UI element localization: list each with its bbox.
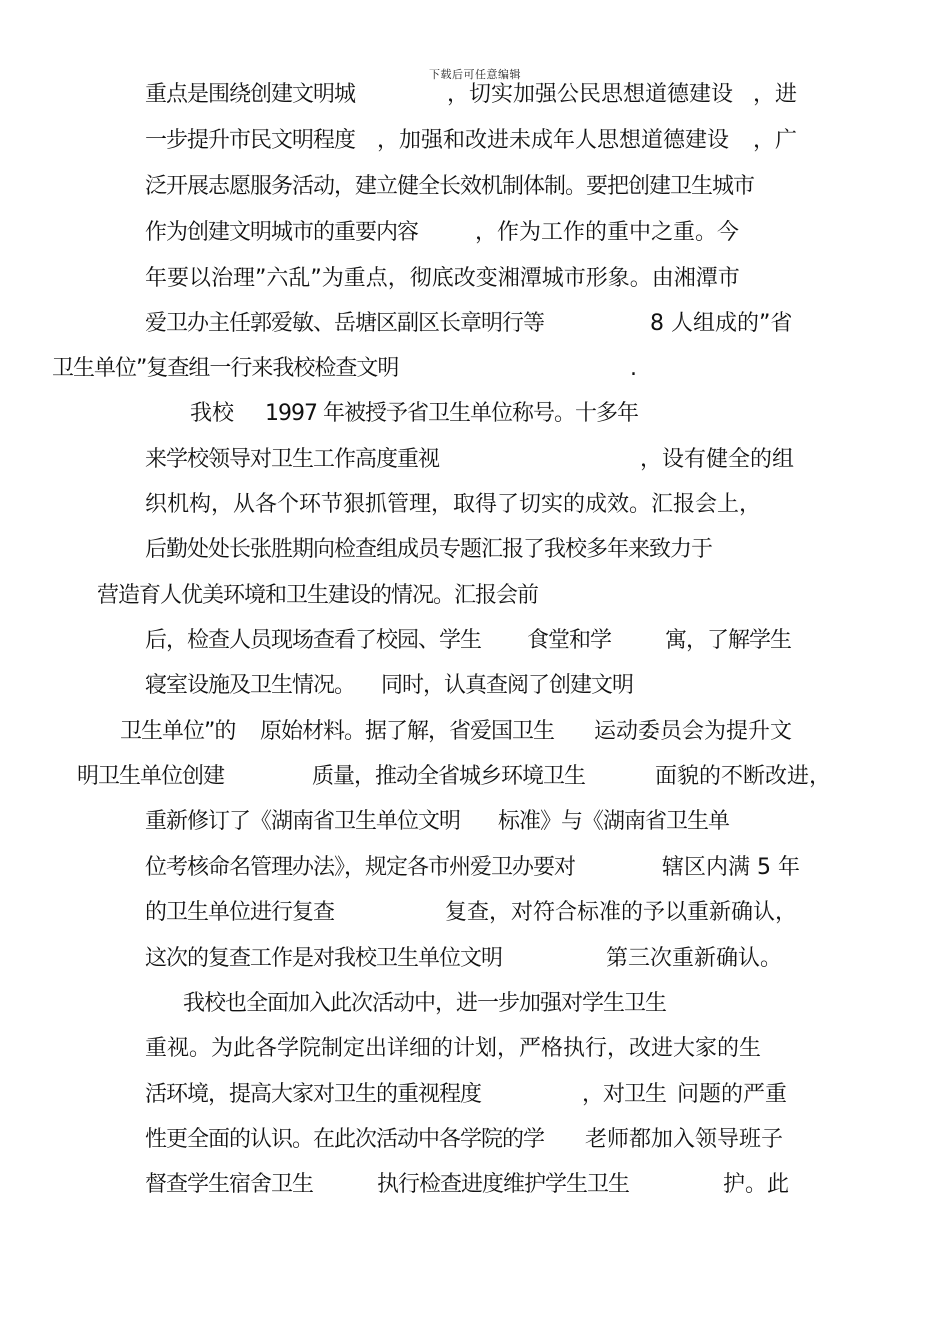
text-fragment: 第三次重新确认。	[606, 946, 783, 971]
text-fragment: 位考核命名管理办法》，规定各市州爱卫办要对	[145, 855, 576, 880]
text-fragment: 老师都加入领导班子	[585, 1127, 784, 1152]
text-fragment: 重点是围绕创建文明城	[145, 82, 356, 107]
text-fragment: 重新修订了《湖南省卫生单位文明	[145, 809, 461, 834]
text-fragment: ，切实加强公民思想道德建设	[447, 82, 734, 107]
text-fragment: 标准》与《湖南省卫生单	[498, 809, 730, 834]
text-fragment: 面貌的不断改进，	[655, 764, 832, 789]
paragraph-line	[190, 397, 810, 431]
paragraph-line	[145, 216, 810, 250]
text-fragment: 卫生单位”的	[120, 719, 236, 744]
paragraph-line	[145, 488, 810, 522]
text-fragment: 的卫生单位进行复查	[145, 900, 335, 925]
text-fragment: 同时，认真查阅了创建文明	[381, 673, 634, 698]
page-header-title: 下载后可任意编辑	[429, 68, 521, 81]
paragraph-line	[145, 624, 810, 658]
paragraph-line	[145, 896, 810, 930]
paragraph-line	[145, 1032, 810, 1066]
text-fragment: 织机构，从各个环节狠抓管理，取得了切实的成效。汇报会上，	[145, 492, 762, 517]
text-fragment: 1997 年被授予省卫生单位称号。十多年	[265, 401, 638, 426]
paragraph-line	[145, 669, 810, 703]
text-fragment: 8 人组成的”省	[650, 311, 793, 336]
paragraph-line	[145, 124, 810, 158]
text-fragment: 我校	[190, 401, 235, 426]
text-fragment: 后，检查人员现场查看了校园、学生	[145, 628, 482, 653]
text-fragment: 执行检查进度维护学生卫生	[377, 1172, 630, 1197]
paragraph-line	[145, 1168, 810, 1202]
paragraph-line	[145, 851, 810, 885]
text-fragment: 运动委员会为提升文	[594, 719, 793, 744]
paragraph-line	[145, 942, 810, 976]
paragraph-line	[145, 1123, 810, 1157]
text-fragment: ，对卫生	[582, 1082, 667, 1107]
text-fragment: 活环境，提高大家对卫生的重视程度	[145, 1082, 482, 1107]
text-fragment: 年要以治理”六乱”为重点，彻底改变湘潭城市形象。由湘潭市	[145, 266, 740, 291]
text-fragment: 寓，了解学生	[665, 628, 792, 653]
text-fragment: ，进	[753, 82, 798, 107]
paragraph-line	[145, 443, 810, 477]
text-fragment: 质量，推动全省城乡环境卫生	[312, 764, 586, 789]
text-fragment: 重视。为此各学院制定出详细的计划，严格执行，改进大家的生	[145, 1036, 762, 1061]
text-fragment: 来学校领导对卫生工作高度重视	[145, 447, 440, 472]
text-fragment: ，广	[753, 128, 798, 153]
paragraph-line	[145, 1078, 810, 1112]
text-fragment: 一步提升市民文明程度	[145, 128, 356, 153]
text-fragment: .	[630, 356, 637, 381]
text-fragment: 护。此	[723, 1172, 790, 1197]
text-fragment: 这次的复查工作是对我校卫生单位文明	[145, 946, 503, 971]
paragraph-line	[120, 715, 810, 749]
paragraph-line	[145, 170, 810, 204]
text-fragment: ，设有健全的组	[640, 447, 795, 472]
text-fragment: 明卫生单位创建	[77, 764, 225, 789]
text-fragment: 督查学生宿舍卫生	[145, 1172, 314, 1197]
text-fragment: 辖区内满 5 年	[662, 855, 800, 880]
paragraph-line	[145, 805, 810, 839]
text-fragment: 营造育人优美环境和卫生建设的情况。汇报会前	[97, 583, 539, 608]
paragraph-line	[145, 533, 810, 567]
text-fragment: 泛开展志愿服务活动，建立健全长效机制体制。要把创建卫生城市	[145, 174, 755, 199]
paragraph-line	[77, 760, 832, 794]
text-fragment: 问题的严重	[677, 1082, 788, 1107]
paragraph-line	[145, 307, 810, 341]
paragraph-line	[183, 987, 810, 1021]
paragraph-line	[145, 78, 810, 112]
paragraph-line	[145, 262, 810, 296]
text-fragment: 作为创建文明城市的重要内容	[145, 220, 419, 245]
text-fragment: 原始材料。据了解，省爱国卫生	[260, 719, 555, 744]
paragraph-line	[52, 352, 812, 386]
text-fragment: 复查，对符合标准的予以重新确认，	[445, 900, 798, 925]
text-fragment: 爱卫办主任郭爱敏、岳塘区副区长章明行等	[145, 311, 545, 336]
text-fragment: 食堂和学	[527, 628, 612, 653]
paragraph-line	[97, 579, 810, 613]
text-fragment: 寝室设施及卫生情况。	[145, 673, 356, 698]
text-fragment: 后勤处处长张胜期向检查组成员专题汇报了我校多年来致力于	[145, 537, 713, 562]
text-fragment: 性更全面的认识。在此次活动中各学院的学	[145, 1127, 545, 1152]
text-fragment: ，作为工作的重中之重。今	[475, 220, 740, 245]
text-fragment: 我校也全面加入此次活动中，进一步加强对学生卫生	[183, 991, 667, 1016]
text-fragment: ，加强和改进未成年人思想道德建设	[377, 128, 730, 153]
text-fragment: 卫生单位”复查组一行来我校检查文明	[52, 356, 399, 381]
